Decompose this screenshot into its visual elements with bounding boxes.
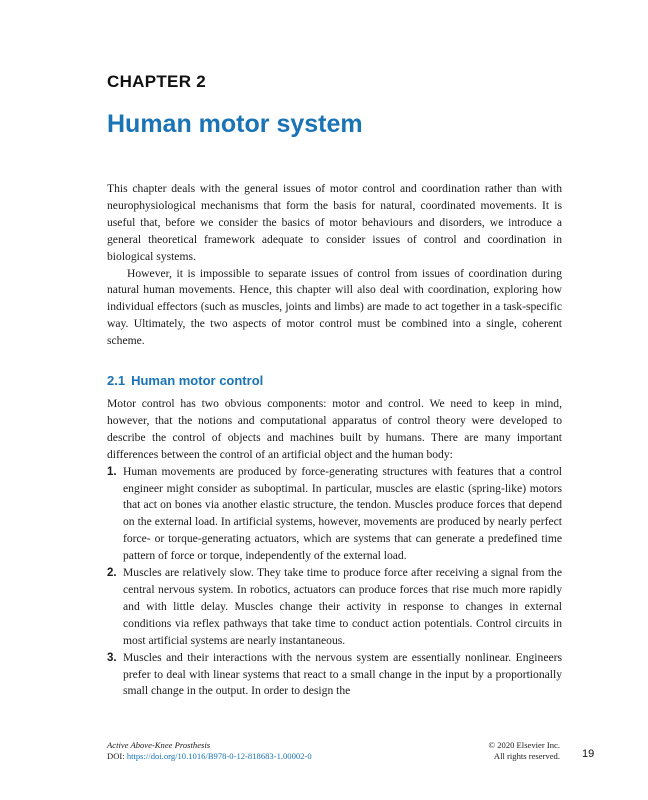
list-item-text: Human movements are produced by force-generating structures with features that a control engineer might consider as suboptimal. In particular, muscles are elastic (spring-like) motors that act on bones via another elastic structure, the tendon. Muscles produce forces that depend on the external load. In artificial systems, however, movements are produced by nearly perfect force- or torque-generating actuators, which are systems that can generate a predefined time pattern of force or torque, independently of the external load. [123, 464, 562, 563]
doi-label: DOI: [107, 751, 127, 761]
footer-copyright [470, 740, 560, 762]
rights-text: All rights reserved. [493, 751, 560, 761]
list-item-number: 2. [107, 567, 117, 580]
intro-paragraph-1: This chapter deals with the general issues of motor control and coordination rather than with neurophysiological mechanisms that form the basis for natural, coordinated movements. It is useful that, before we consider the basics of motor behaviours and disorders, we introduce a general theoretical framework adequate to consider issues of control and coordination in biological systems. [107, 182, 562, 263]
list-item-text: Muscles are relatively slow. They take time to produce force after receiving a signal from the central nervous system. In robotics, actuators can produce forces that rise much more rapidly and with little delay. Muscles change their activity in response to changes in external conditions via reflex pathways that take time to conduct action potentials. Control circuits in most artificial systems are nearly instantaneous. [123, 566, 562, 647]
section-number: 2.1 [107, 373, 126, 388]
section-body [107, 396, 562, 700]
list-item-number: 1. [107, 465, 117, 478]
book-title: Active Above-Knee Prosthesis [107, 740, 211, 750]
doi-line [107, 751, 312, 762]
footer-citation [107, 740, 312, 762]
list-item [107, 565, 562, 650]
numbered-list [107, 464, 562, 701]
section-title: Human motor control [131, 373, 264, 388]
copyright-text: © 2020 Elsevier Inc. [488, 740, 560, 750]
section-paragraph: Motor control has two obvious components: motor and control. We need to keep in mind, however, that the notions and computational apparatus of control theory were developed to describe the control of objects and machines built by humans. There are many important differences between the control of an artificial object and the human body: [107, 397, 562, 461]
doi-link[interactable]: https://doi.org/10.1016/B978-0-12-818683-1.00002-0 [126, 751, 312, 761]
section-heading [107, 373, 263, 388]
list-item [107, 464, 562, 565]
list-item-number: 3. [107, 651, 117, 664]
chapter-label: CHAPTER 2 [107, 72, 207, 91]
page-number: 19 [582, 748, 595, 760]
chapter-title: Human motor system [107, 110, 363, 138]
intro-paragraph-2: However, it is impossible to separate issues of control from issues of coordination during natural human movements. Hence, this chapter will also deal with coordination, exploring how individual effectors (such as muscles, joints and limbs) are made to act together in a task-specific way. Ultimately, the two aspects of motor control must be combined into a single, coherent scheme. [107, 266, 562, 348]
intro-text [107, 181, 562, 350]
list-item-text: Muscles and their interactions with the nervous system are essentially nonlinear. Engineers prefer to deal with linear systems that react to a small change in the input by a proportionally small change in the output. In order to design the [123, 650, 562, 698]
list-item [107, 650, 562, 701]
